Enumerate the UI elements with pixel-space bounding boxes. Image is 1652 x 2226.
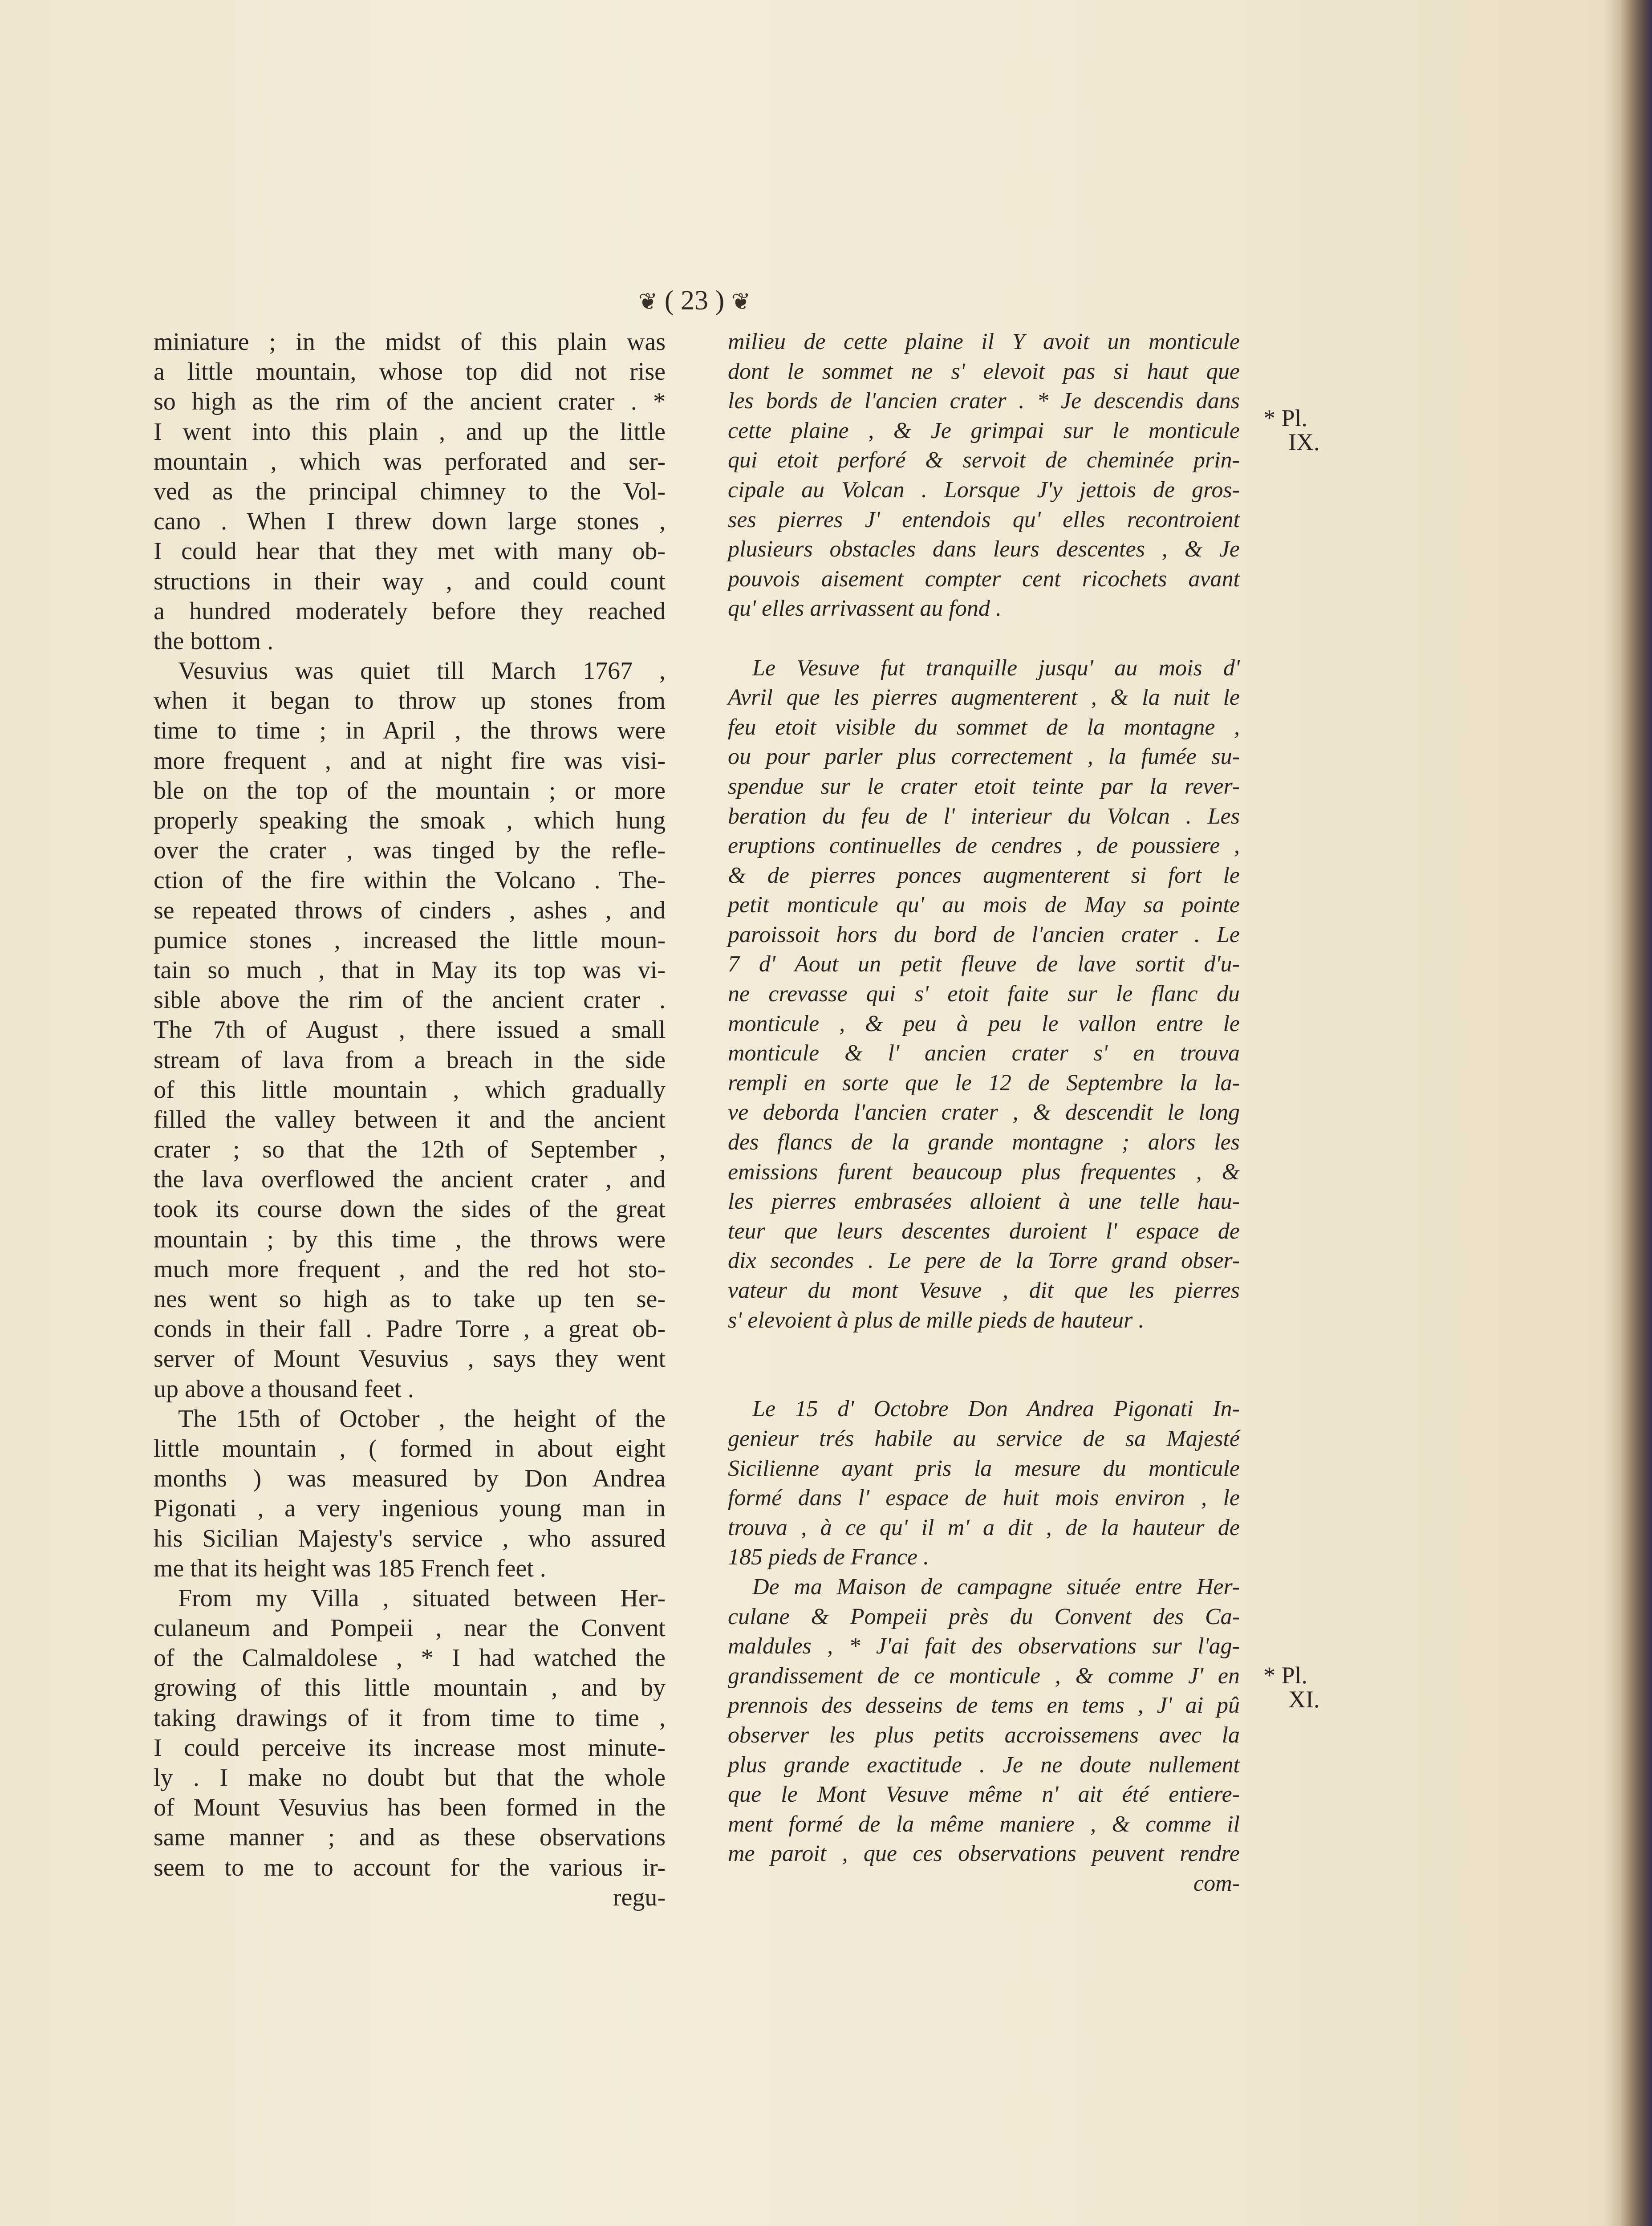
french-text-line: Le Vesuve fut tranquille jusqu' au mois d' — [752, 655, 1240, 681]
english-text-line: same manner ; and as these observations — [154, 1824, 666, 1852]
english-text-line: growing of this little mountain , and by — [154, 1674, 666, 1702]
english-text-line: culaneum and Pompeii , near the Convent — [154, 1614, 666, 1642]
ornament-left-icon: ❦ — [638, 289, 658, 315]
plate-label: Pl. — [1281, 1662, 1308, 1689]
english-text-line: seem to me to account for the various ir- — [154, 1853, 666, 1881]
french-text-line: De ma Maison de campagne située entre Her- — [752, 1574, 1240, 1600]
english-text-line: more frequent , and at night fire was visi- — [154, 747, 666, 775]
english-text-line: much more frequent , and the red hot sto- — [154, 1255, 666, 1283]
french-text-line: emissions furent beaucoup plus frequentes , & — [728, 1159, 1240, 1185]
english-text-line: cano . When I threw down large stones , — [154, 508, 666, 536]
french-text-line: ou pour parler plus correctement , la fumée su- — [728, 744, 1240, 770]
french-text-line: plus grande exactitude . Je ne doute nullement — [728, 1752, 1240, 1778]
english-text-line: properly speaking the smoak , which hung — [154, 807, 666, 834]
margin-note-plate-ix — [1263, 406, 1319, 454]
english-text-line: miniature ; in the midst of this plain was — [154, 328, 666, 356]
french-text-line: culane & Pompeii près du Convent des Ca- — [728, 1604, 1240, 1629]
english-text-line: me that its height was 185 French feet . — [154, 1554, 546, 1582]
french-text-line: prennois des desseins de tems en tems , J' ai pû — [728, 1693, 1240, 1718]
french-text-line: les pierres embrasées alloient à une telle hau- — [728, 1189, 1240, 1215]
french-text-line: milieu de cette plaine il Y avoit un monticule — [728, 329, 1240, 354]
french-text-line — [728, 1335, 1240, 1365]
french-text-line: monticule , & peu à peu le vallon entre le — [728, 1011, 1240, 1036]
english-text-line: ly . I make no doubt but that the whole — [154, 1764, 666, 1791]
ornament-right-icon: ❦ — [731, 289, 751, 315]
english-text-line: ved as the principal chimney to the Vol- — [154, 477, 666, 505]
english-text-line: From my Villa , situated between Her- — [178, 1584, 666, 1612]
plate-number: XI. — [1288, 1686, 1320, 1713]
french-text-line: qui etoit perforé & servoit de cheminée prin- — [728, 447, 1240, 473]
french-text-line: rempli en sorte que le 12 de Septembre la la- — [728, 1070, 1240, 1096]
page-header — [597, 285, 792, 325]
english-text-line: the bottom . — [154, 627, 274, 655]
french-text-line: vateur du mont Vesuve , dit que les pierres — [728, 1278, 1240, 1303]
french-text-line: com- — [1193, 1870, 1240, 1896]
page-edge-shadow — [1603, 0, 1621, 2226]
french-text-line: & de pierres ponces augmenterent si fort le — [728, 862, 1240, 888]
english-text-line: Vesuvius was quiet till March 1767 , — [178, 657, 666, 685]
french-text-line: feu etoit visible du sommet de la montagne , — [728, 714, 1240, 740]
french-text-line: ses pierres J' entendois qu' elles recontroient — [728, 507, 1240, 532]
french-text-line: cipale au Volcan . Lorsque J'y jettois de gros- — [728, 477, 1240, 503]
footnote-marker: * — [1263, 1662, 1275, 1689]
french-text-line: Sicilienne ayant pris la mesure du monticule — [728, 1455, 1240, 1481]
french-text-line: dont le sommet ne s' elevoit pas si haut que — [728, 358, 1240, 384]
french-text-line: pouvois aisement compter cent ricochets avant — [728, 566, 1240, 592]
french-text-line: des flancs de la grande montagne ; alors les — [728, 1129, 1240, 1155]
french-text-line: ve deborda l'ancien crater , & descendit le long — [728, 1100, 1240, 1125]
english-text-line: Pigonati , a very ingenious young man in — [154, 1495, 666, 1523]
english-text-line: se repeated throws of cinders , ashes , and — [154, 896, 666, 924]
english-text-line: mountain , which was perforated and ser- — [154, 447, 666, 475]
english-text-line: structions in their way , and could count — [154, 567, 666, 595]
english-text-line: nes went so high as to take up ten se- — [154, 1285, 666, 1313]
french-text-line: ne crevasse qui s' etoit faite sur le flanc du — [728, 981, 1240, 1007]
french-text-line: spendue sur le crater etoit teinte par la rever- — [728, 773, 1240, 799]
english-text-line: took its course down the sides of the great — [154, 1195, 666, 1223]
book-binding-edge — [1621, 0, 1652, 2226]
french-text-line: me paroit , que ces observations peuvent rendre — [728, 1841, 1240, 1867]
french-text-line: monticule & l' ancien crater s' en trouva — [728, 1040, 1240, 1066]
english-text-line: of Mount Vesuvius has been formed in the — [154, 1794, 666, 1822]
french-text-line: Avril que les pierres augmenterent , & la nuit le — [728, 685, 1240, 711]
english-text-line: a little mountain, whose top did not rise — [154, 358, 666, 386]
french-text-line: beration du feu de l' interieur du Volcan . Les — [728, 803, 1240, 829]
english-text-line: stream of lava from a breach in the side — [154, 1046, 666, 1074]
plate-label: Pl. — [1281, 405, 1308, 431]
english-text-line: pumice stones , increased the little moun- — [154, 926, 666, 954]
plate-number: IX. — [1288, 429, 1320, 455]
english-text-line: tain so much , that in May its top was vi- — [154, 956, 666, 984]
english-text-line: crater ; so that the 12th of September , — [154, 1136, 666, 1164]
french-text-line: dix secondes . Le pere de la Torre grand obser- — [728, 1248, 1240, 1274]
french-text-line: les bords de l'ancien crater . * Je descendis dans — [728, 388, 1240, 414]
french-text-line: paroissoit hors du bord de l'ancien crater . Le — [728, 922, 1240, 947]
english-text-line: server of Mount Vesuvius , says they went — [154, 1345, 666, 1373]
french-text-line: observer les plus petits accroissemens avec la — [728, 1722, 1240, 1748]
footnote-marker: * — [1263, 405, 1275, 431]
page-number: ( 23 ) — [664, 285, 725, 316]
french-text-line: ment formé de la même maniere , & comme il — [728, 1811, 1240, 1837]
french-text-line — [728, 624, 1240, 654]
french-text-line: petit monticule qu' au mois de May sa pointe — [728, 892, 1240, 918]
french-text-line: qu' elles arrivassent au fond . — [728, 596, 1002, 621]
english-text-line: filled the valley between it and the ancient — [154, 1105, 666, 1133]
margin-note-plate-xi — [1263, 1663, 1319, 1711]
french-text-line: grandissement de ce monticule , & comme J' en — [728, 1663, 1240, 1689]
french-text-line: genieur trés habile au service de sa Majesté — [728, 1426, 1240, 1451]
french-text-line: maldules , * J'ai fait des observations sur l'ag- — [728, 1633, 1240, 1659]
english-text-line: little mountain , ( formed in about eight — [154, 1434, 666, 1462]
english-text-line: up above a thousand feet . — [154, 1375, 414, 1403]
french-text-line: s' elevoient à plus de mille pieds de hauteur . — [728, 1307, 1145, 1333]
english-text-line: of the Calmaldolese , * I had watched the — [154, 1644, 666, 1672]
french-text-line: 7 d' Aout un petit fleuve de lave sortit d'u- — [728, 951, 1240, 977]
english-text-line: mountain ; by this time , the throws were — [154, 1225, 666, 1253]
french-text-line: Le 15 d' Octobre Don Andrea Pigonati In- — [752, 1396, 1240, 1422]
english-text-line: sible above the rim of the ancient crater . — [154, 986, 666, 1014]
english-column — [154, 327, 666, 1913]
english-text-line: ble on the top of the mountain ; or more — [154, 776, 666, 804]
french-text-line: teur que leurs descentes duroient l' espace de — [728, 1218, 1240, 1244]
english-text-line: regu- — [613, 1883, 666, 1911]
french-text-line — [728, 1365, 1240, 1395]
french-text-line: que le Mont Vesuve même n' ait été entiere- — [728, 1782, 1240, 1808]
english-text-line: taking drawings of it from time to time , — [154, 1704, 666, 1732]
french-text-line: 185 pieds de France . — [728, 1544, 930, 1570]
english-text-line: months ) was measured by Don Andrea — [154, 1465, 666, 1493]
french-text-line: plusieurs obstacles dans leurs descentes , & Je — [728, 536, 1240, 562]
french-text-line: cette plaine , & Je grimpai sur le monticule — [728, 418, 1240, 443]
english-text-line: The 15th of October , the height of the — [178, 1405, 666, 1433]
english-text-line: I could hear that they met with many ob- — [154, 537, 666, 565]
french-column — [728, 327, 1240, 1898]
french-text-line: trouva , à ce qu' il m' a dit , de la hauteur de — [728, 1515, 1240, 1540]
english-text-line: the lava overflowed the ancient crater , and — [154, 1166, 666, 1194]
english-text-line: a hundred moderately before they reached — [154, 597, 666, 625]
english-text-line: ction of the fire within the Volcano . The- — [154, 866, 666, 894]
english-text-line: I could perceive its increase most minute- — [154, 1734, 666, 1762]
english-text-line: of this little mountain , which gradually — [154, 1076, 666, 1104]
english-text-line: so high as the rim of the ancient crater . * — [154, 388, 666, 416]
english-text-line: I went into this plain , and up the little — [154, 418, 666, 446]
english-text-line: over the crater , was tinged by the refle- — [154, 837, 666, 865]
french-text-line: formé dans l' espace de huit mois environ , le — [728, 1485, 1240, 1511]
french-text-line: eruptions continuelles de cendres , de poussiere , — [728, 833, 1240, 859]
english-text-line: conds in their fall . Padre Torre , a great ob- — [154, 1315, 666, 1343]
english-text-line: time to time ; in April , the throws were — [154, 717, 666, 745]
english-text-line: when it began to throw up stones from — [154, 687, 666, 715]
english-text-line: his Sicilian Majesty's service , who assured — [154, 1524, 666, 1552]
english-text-line: The 7th of August , there issued a small — [154, 1016, 666, 1044]
